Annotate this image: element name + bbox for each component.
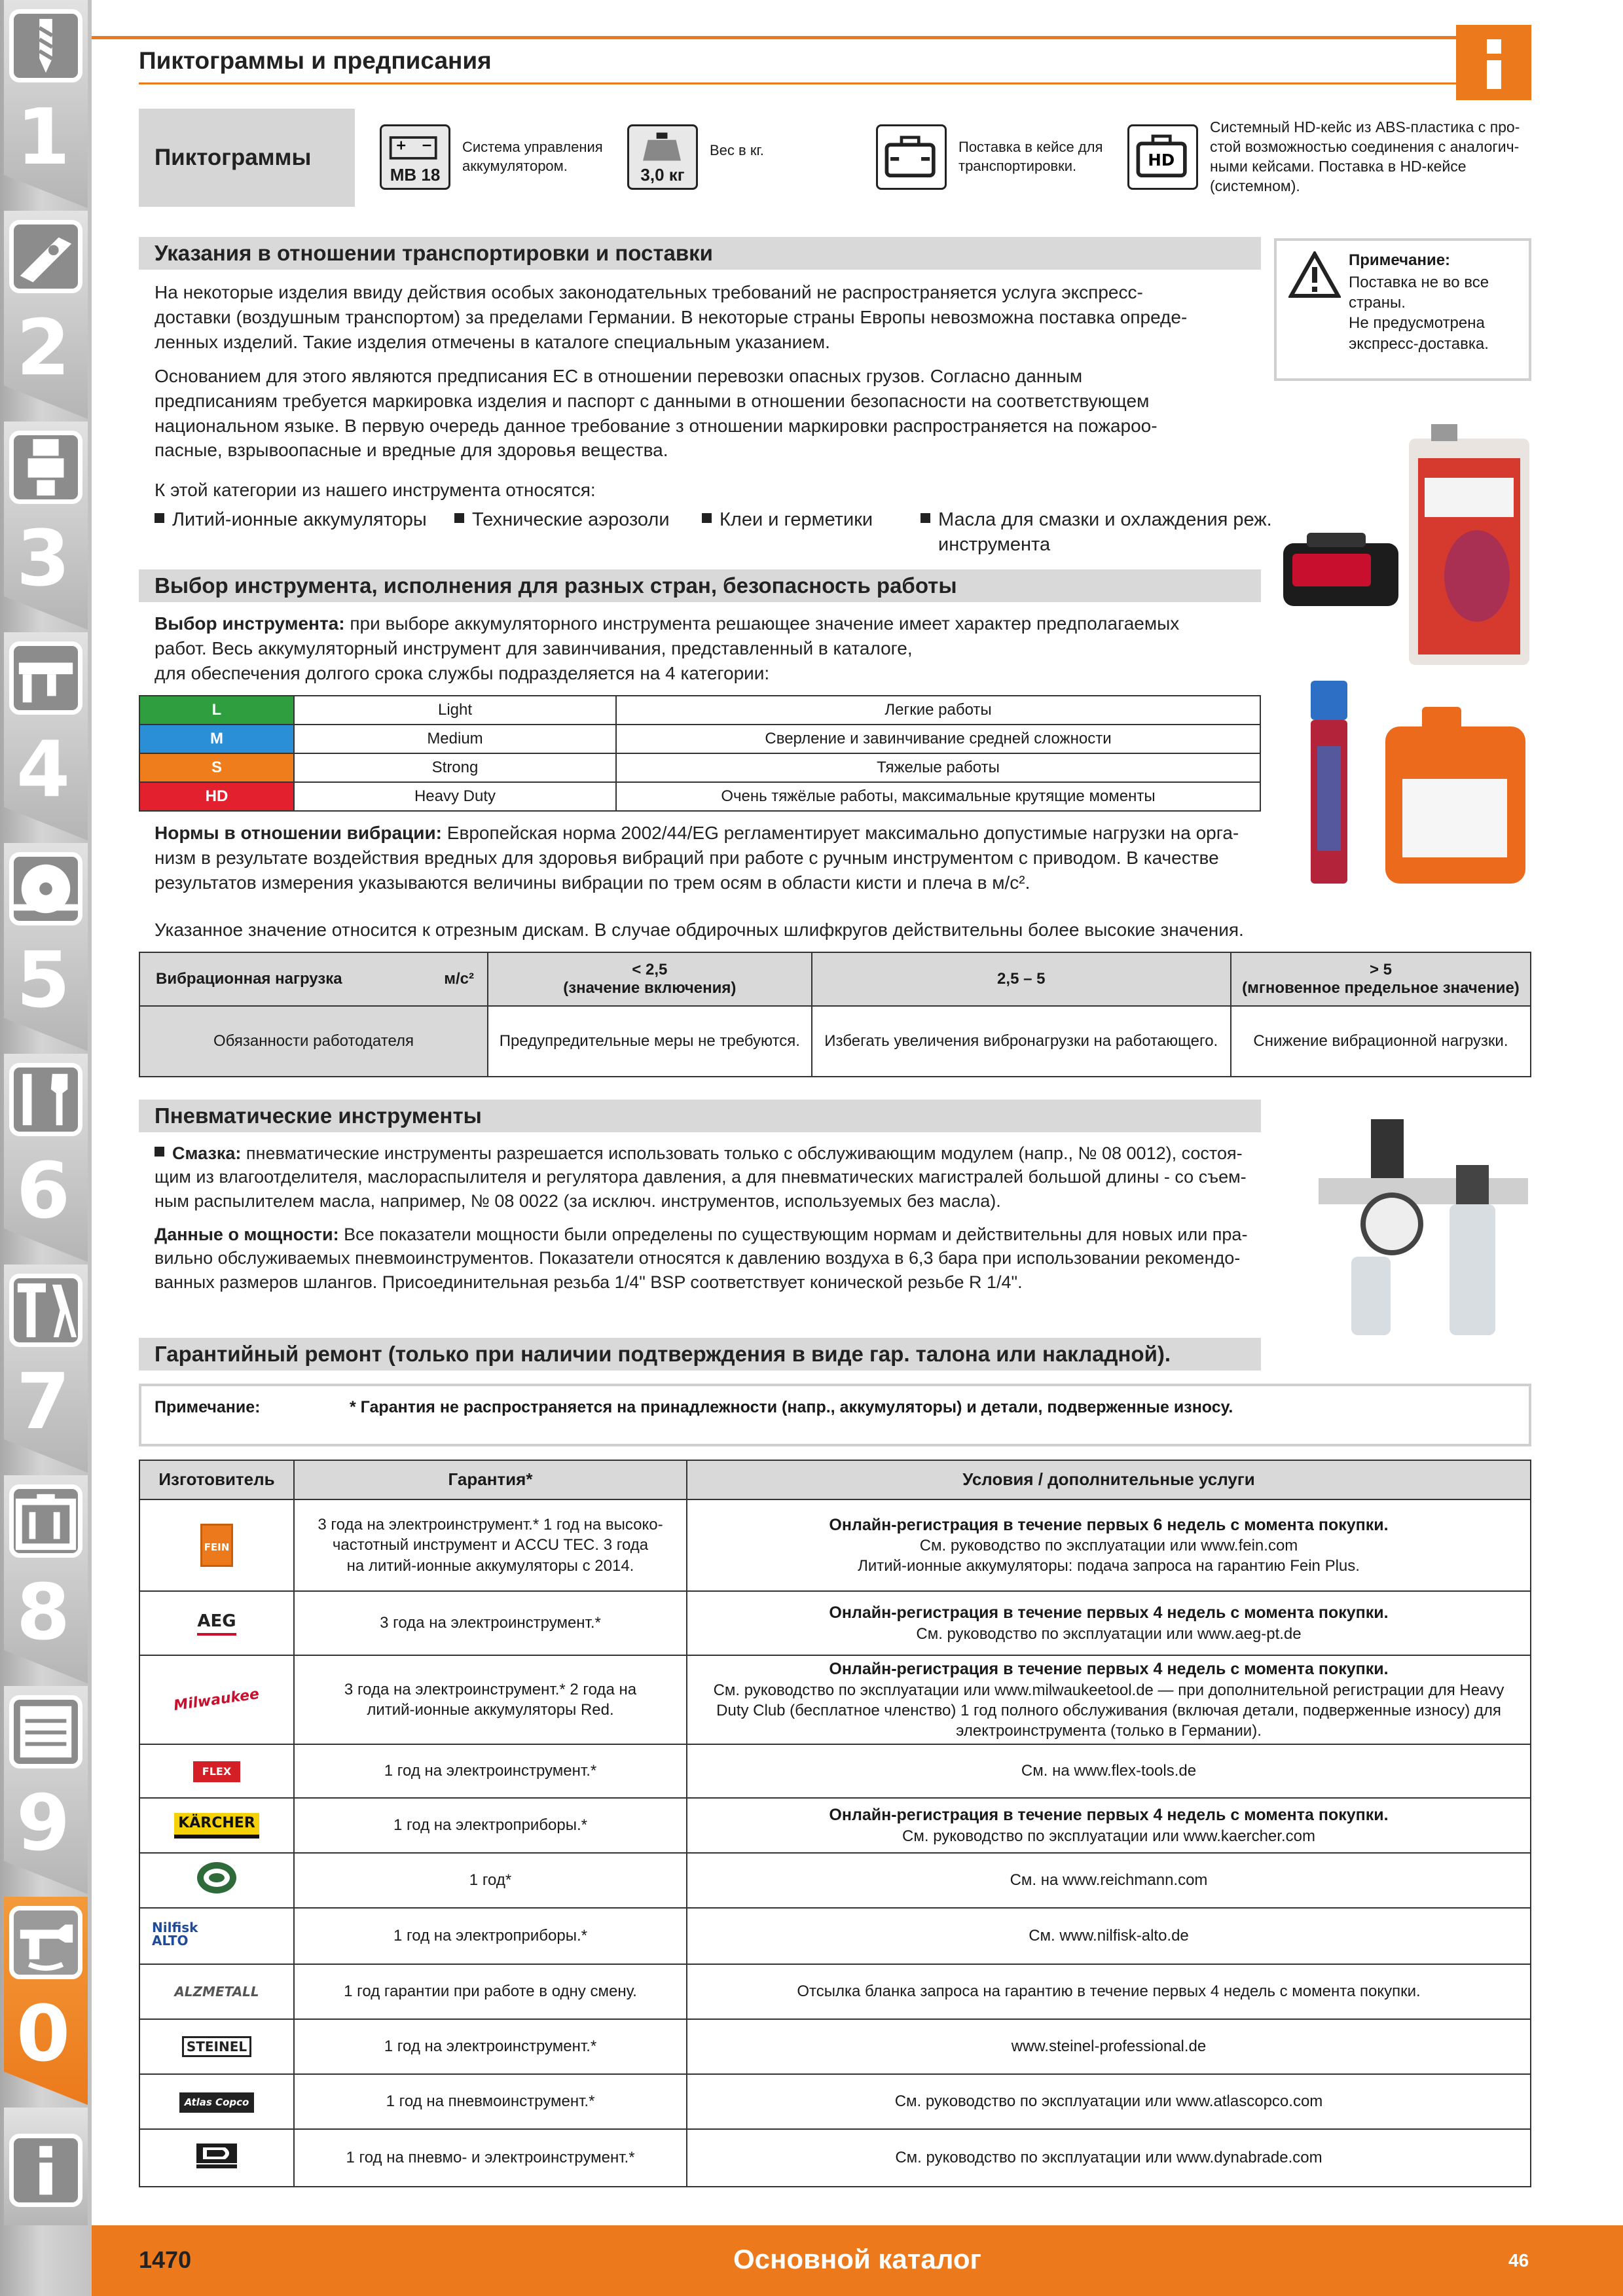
conditions-cell: См. на www.flex-tools.de bbox=[687, 1744, 1531, 1798]
section-transport-heading: Указания в отношении транспортировки и поставки bbox=[139, 237, 1261, 270]
header-rule bbox=[92, 36, 1531, 39]
table-cell: Предупредительные меры не требуются. bbox=[488, 1006, 812, 1077]
drill-bit-icon bbox=[9, 9, 82, 82]
warning-icon bbox=[1288, 251, 1341, 302]
table-row bbox=[139, 2019, 1531, 2074]
pictogram-case: Поставка в кейсе для транспортировки. bbox=[876, 124, 1103, 190]
warranty-cell: 1 год* bbox=[294, 1853, 687, 1908]
transport-paragraph-1: На некоторые изделия ввиду действия особых законодательных требований не распространяется услуга экспресс- доставки (воздушным транспортом) за пределами Германии. В некоторые страны Европы невозможна поставка опреде- ленных изделий. Такие изделия отмечены в каталоге специальным указанием. bbox=[155, 282, 1188, 352]
karcher-logo: KÄRCHER bbox=[139, 1798, 294, 1853]
delivery-note-box bbox=[1274, 238, 1531, 381]
chapter-tab-8[interactable]: 8 bbox=[0, 1475, 92, 1686]
vibration-table bbox=[139, 952, 1531, 1077]
conditions-cell: См. руководство по эксплуатации или www.atlascopco.com bbox=[687, 2074, 1531, 2129]
table-row bbox=[139, 782, 1260, 811]
category-code: HD bbox=[139, 782, 294, 811]
warranty-note-label: Примечание: bbox=[155, 1398, 261, 1416]
chapter-tab-0[interactable]: 0 bbox=[0, 1897, 92, 2108]
pliers-icon bbox=[9, 1274, 82, 1347]
svg-text:−: − bbox=[421, 137, 433, 153]
list-item: Масла для смазки и охлаждения реж. bbox=[921, 509, 1272, 531]
table-row bbox=[139, 696, 1260, 725]
svg-text:+: + bbox=[395, 137, 407, 153]
table-row bbox=[139, 1499, 1531, 1591]
conditions-cell: Отсылка бланка запроса на гарантию в течение первых 4 недель с момента покупки. bbox=[687, 1964, 1531, 2019]
power-tool-icon bbox=[9, 1906, 82, 1979]
vibration-norms-paragraph: Нормы в отношении вибрации: Европейская норма 2002/44/EG регламентирует максимально допустимые нагрузки на орга- низм в результате воздействия вредных для здоровья вибраций при работе с ручным инструментом с приводом. В качестве результатов измерения указываются величины вибрации по трем осям в области кисти и плеча в м/с². bbox=[155, 823, 1239, 893]
battery-pack-image bbox=[1281, 530, 1402, 615]
cutting-insert-icon bbox=[9, 220, 82, 293]
section-number: 46 bbox=[1508, 2250, 1529, 2270]
tool-holder-icon bbox=[9, 431, 82, 504]
list-item: Литий-ионные аккумуляторы bbox=[155, 509, 427, 531]
pictogram-weight: 3,0 кг Вес в кг. bbox=[627, 124, 764, 190]
chapter-tab-info[interactable] bbox=[0, 2108, 92, 2225]
section-selection-heading: Выбор инструмента, исполнения для разных стран, безопасность работы bbox=[139, 569, 1261, 602]
category-desc: Тяжелые работы bbox=[616, 753, 1260, 782]
warranty-note-text: * Гарантия не распространяется на принадлежности (напр., аккумуляторы) и детали, подверженные износу. bbox=[350, 1398, 1233, 1416]
table-row bbox=[139, 753, 1260, 782]
pictograms-label: Пиктограммы bbox=[139, 109, 355, 207]
pictogram-hd-case: HD Системный HD-кейс из ABS-пластика с про- стой возможностью соединения с аналогич- ными кейсами. Поставка в HD-кейсе (системном). bbox=[1127, 118, 1520, 196]
vibration-col-1: < 2,5 (значение включения) bbox=[488, 952, 812, 1006]
category-name: Strong bbox=[294, 753, 616, 782]
section-warranty-heading: Гарантийный ремонт (только при наличии подтверждения в виде гар. талона или накладной). bbox=[139, 1338, 1261, 1371]
chapter-tab-4[interactable]: 4 bbox=[0, 632, 92, 843]
category-code: L bbox=[139, 696, 294, 725]
reichmann-logo bbox=[139, 1853, 294, 1908]
toolbox-icon bbox=[9, 1484, 82, 1558]
warranty-cell: 1 год на электроинструмент.* bbox=[294, 1744, 687, 1798]
info-icon bbox=[9, 2134, 82, 2207]
table-row bbox=[139, 1591, 1531, 1655]
warranty-note-box bbox=[139, 1384, 1531, 1446]
chapter-tab-1[interactable]: 1 bbox=[0, 0, 92, 211]
note-text: Поставка не во все страны. Не предусмотрена экспресс-доставка. bbox=[1349, 274, 1489, 353]
alzmetall-logo: ALZMETALL bbox=[139, 1964, 294, 2019]
info-badge-icon bbox=[1456, 25, 1531, 100]
category-code: S bbox=[139, 753, 294, 782]
table-row bbox=[139, 1655, 1531, 1744]
warranty-cell: 1 год гарантии при работе в одну смену. bbox=[294, 1964, 687, 2019]
weight-icon: 3,0 кг bbox=[627, 124, 698, 190]
catalog-name: Основной каталог bbox=[733, 2244, 981, 2274]
vibration-note: Указанное значение относится к отрезным дискам. В случае обдирочных шлифкругов действительны более высокие значения. bbox=[155, 920, 1244, 940]
lubrication-paragraph: Смазка: пневматические инструменты разрешается использовать только с обслуживающим модулем (напр., № 08 0012), состоя- щим из влагоотделителя, маслораспылителя и регулятора давления, а для пневматических магистралей большой длины - со съем- ным распылителем масла, например, № 08 0022 (за исключ. инструментов, используемых без масла). bbox=[155, 1143, 1247, 1211]
svg-text:HD: HD bbox=[1148, 150, 1175, 170]
conditions-cell: Онлайн-регистрация в течение первых 4 недель с момента покупки. См. руководство по эксплуатации или www.kaercher.com bbox=[687, 1798, 1531, 1853]
table-cell: Обязанности работодателя bbox=[139, 1006, 488, 1077]
table-row bbox=[139, 1006, 1531, 1077]
category-desc: Сверление и завинчивание средней сложности bbox=[616, 725, 1260, 753]
table-row bbox=[139, 1853, 1531, 1908]
chapter-tab-3[interactable]: 3 bbox=[0, 422, 92, 632]
warranty-cell: 3 года на электроинструмент.* 1 год на высоко- частотный инструмент и ACCU TEC. 3 года на литий-ионные аккумуляторы с 2014. bbox=[294, 1499, 687, 1591]
transport-paragraph-2: Основанием для этого являются предписания ЕС в отношении перевозки опасных грузов. Согласно данным предписаниям требуется маркировка изделия и паспорт с данными в отношении безопасности на соответствующем национальном языке. В первую очередь данное требование з отношении маркировки распространяется на пожароо- пасные, взрывоопасные и вредные для здоровья вещества. bbox=[155, 366, 1158, 461]
table-cell: Снижение вибрационной нагрузки. bbox=[1231, 1006, 1531, 1077]
vibration-col-3: > 5 (мгновенное предельное значение) bbox=[1231, 952, 1531, 1006]
warranty-cell: 3 года на электроинструмент.* 2 года на литий-ионные аккумуляторы Red. bbox=[294, 1655, 687, 1744]
table-row bbox=[139, 1908, 1531, 1964]
table-row bbox=[139, 1798, 1531, 1853]
warranty-cell: 3 года на электроинструмент.* bbox=[294, 1591, 687, 1655]
tool-category-table bbox=[139, 695, 1261, 812]
warranty-cell: 1 год на электроинструмент.* bbox=[294, 2019, 687, 2074]
list-item: Технические аэрозоли bbox=[454, 509, 670, 531]
conditions-cell: См. на www.reichmann.com bbox=[687, 1853, 1531, 1908]
conditions-cell: Онлайн-регистрация в течение первых 6 недель с момента покупки. См. руководство по эксплуатации или www.fein.com Литий-ионные аккумуляторы: подача запроса на гарантию Fein Plus. bbox=[687, 1499, 1531, 1591]
grinding-disc-icon bbox=[9, 852, 82, 925]
table-cell: Избегать увеличения вибронагрузки на работающего. bbox=[812, 1006, 1231, 1077]
pictogram-battery: + − MB 18 Система управления аккумулятором. bbox=[380, 124, 603, 190]
air-service-unit-image bbox=[1319, 1113, 1528, 1352]
chapter-tab-7[interactable]: 7 bbox=[0, 1265, 92, 1475]
list-item-continued: инструмента bbox=[938, 534, 1051, 555]
battery-icon: + − MB 18 bbox=[380, 124, 450, 190]
header-underline bbox=[139, 82, 1531, 84]
chapter-sidebar bbox=[0, 0, 92, 2296]
wrench-icon bbox=[9, 1063, 82, 1136]
warranty-cell: 1 год на пневмо- и электроинструмент.* bbox=[294, 2129, 687, 2187]
hd-case-icon bbox=[1127, 124, 1198, 190]
warranty-table bbox=[139, 1460, 1531, 2187]
column-header: Гарантия* bbox=[294, 1460, 687, 1499]
section-pneumatic-heading: Пневматические инструменты bbox=[139, 1100, 1261, 1132]
workbench-icon bbox=[9, 1695, 82, 1768]
power-data-paragraph: Данные о мощности: Все показатели мощности были определены по существующим нормам и действительны для новых или пра- вильно обслуживаемых пневмоинструментов. Показатели относятся к давлению воздуха в 6,3 бара при использовании рекомендо- ванных размеров шлангов. Присоединительная резьба 1/4" BSP соответствует конической резьбе R 1/4". bbox=[155, 1225, 1248, 1292]
aerosol-can-image bbox=[1405, 419, 1533, 668]
dynabrade-logo bbox=[139, 2129, 294, 2187]
conditions-cell: www.steinel-professional.de bbox=[687, 2019, 1531, 2074]
flex-logo: FLEX bbox=[139, 1744, 294, 1798]
oil-canister-image bbox=[1383, 707, 1528, 888]
table-row bbox=[139, 2074, 1531, 2129]
case-icon bbox=[876, 124, 947, 190]
table-row bbox=[139, 952, 1531, 1006]
chapter-tab-6[interactable]: 6 bbox=[0, 1054, 92, 1265]
warranty-cell: 1 год на электроприборы.* bbox=[294, 1798, 687, 1853]
category-name: Medium bbox=[294, 725, 616, 753]
warranty-cell: 1 год на электроприборы.* bbox=[294, 1908, 687, 1964]
column-header: Условия / дополнительные услуги bbox=[687, 1460, 1531, 1499]
conditions-cell: Онлайн-регистрация в течение первых 4 недель с момента покупки. См. руководство по эксплуатации или www.milwaukeetool.de — при дополнительной регистрации для Heavy Duty Club (бесплатное членство) 1 год полного обслуживания (включая детали, подверженные износу) для электроинструмента (только в Германии). bbox=[687, 1655, 1531, 1744]
table-header-row bbox=[139, 1460, 1531, 1499]
selection-intro: Выбор инструмента: при выборе аккумуляторного инструмента решающее значение имеет характер предполагаемых работ. Весь аккумуляторный инструмент для завинчивания, представленный в каталоге, для обеспечения долгого срока службы подразделяется на 4 категории: bbox=[155, 613, 1180, 683]
table-row bbox=[139, 1744, 1531, 1798]
milwaukee-logo: Milwaukee bbox=[139, 1655, 294, 1744]
nilfisk-logo: Nilfisk ALTO bbox=[139, 1908, 294, 1964]
transport-paragraph-3: К этой категории из нашего инструмента относятся: bbox=[155, 480, 596, 500]
category-desc: Легкие работы bbox=[616, 696, 1260, 725]
list-item: Клеи и герметики bbox=[702, 509, 873, 531]
atlas-copco-logo: Atlas Copco bbox=[139, 2074, 294, 2129]
table-row bbox=[139, 1964, 1531, 2019]
table-row bbox=[139, 725, 1260, 753]
category-desc: Очень тяжёлые работы, максимальные крутящие моменты bbox=[616, 782, 1260, 811]
caliper-icon bbox=[9, 641, 82, 715]
chapter-tab-2[interactable]: 2 bbox=[0, 211, 92, 422]
adhesive-stick-image bbox=[1303, 681, 1355, 890]
aeg-logo: AEG bbox=[139, 1591, 294, 1655]
category-code: M bbox=[139, 725, 294, 753]
conditions-cell: См. руководство по эксплуатации или www.dynabrade.com bbox=[687, 2129, 1531, 2187]
page-footer bbox=[92, 2225, 1623, 2296]
category-name: Light bbox=[294, 696, 616, 725]
chapter-tab-5[interactable]: 5 bbox=[0, 843, 92, 1054]
chapter-tab-9[interactable]: 9 bbox=[0, 1686, 92, 1897]
vibration-row-header: Вибрационная нагрузка м/с² bbox=[139, 952, 488, 1006]
conditions-cell: См. www.nilfisk-alto.de bbox=[687, 1908, 1531, 1964]
page-number: 1470 bbox=[139, 2246, 192, 2273]
note-title: Примечание: bbox=[1349, 251, 1451, 269]
column-header: Изготовитель bbox=[139, 1460, 294, 1499]
category-name: Heavy Duty bbox=[294, 782, 616, 811]
steinel-logo: STEINEL bbox=[139, 2019, 294, 2074]
conditions-cell: Онлайн-регистрация в течение первых 4 недель с момента покупки. См. руководство по эксплуатации или www.aeg-pt.de bbox=[687, 1591, 1531, 1655]
vibration-col-2: 2,5 – 5 bbox=[812, 952, 1231, 1006]
fein-logo: FEIN bbox=[139, 1499, 294, 1591]
page-title: Пиктограммы и предписания bbox=[139, 47, 492, 74]
warranty-cell: 1 год на пневмоинструмент.* bbox=[294, 2074, 687, 2129]
table-row bbox=[139, 2129, 1531, 2187]
